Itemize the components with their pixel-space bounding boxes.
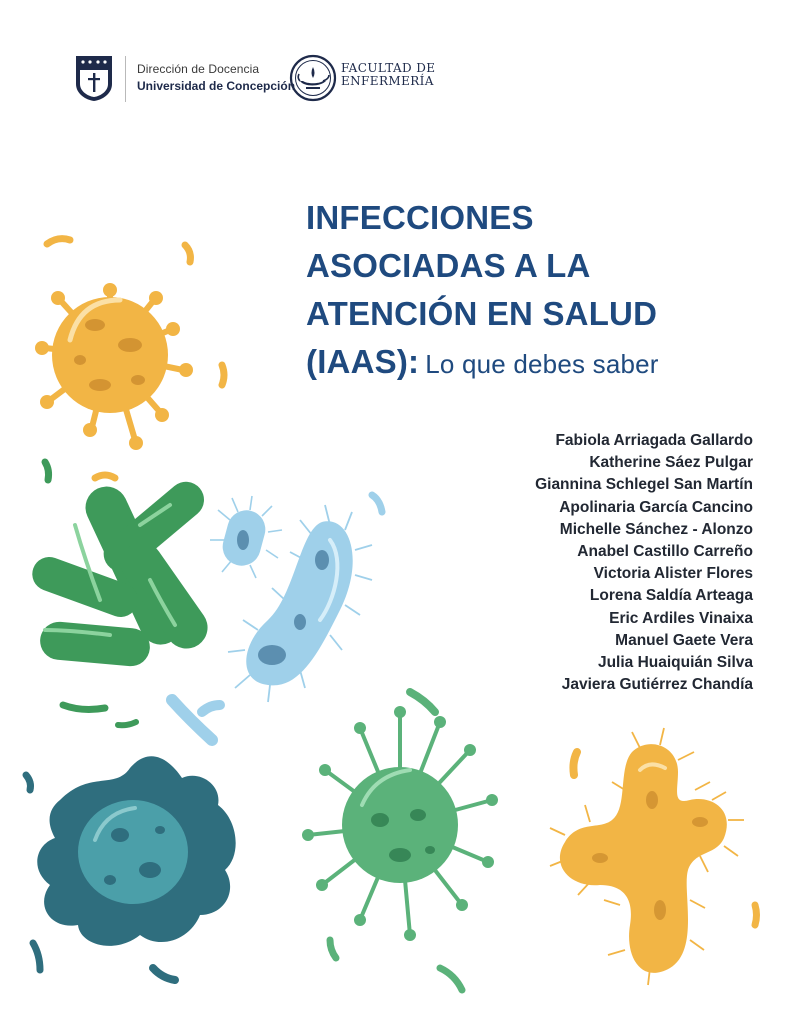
title-line4-row — [306, 343, 659, 381]
title-line3: ATENCIÓN EN SALUD — [306, 295, 658, 332]
author-name: Julia Huaiquián Silva — [597, 654, 753, 672]
author-list — [535, 430, 753, 696]
title-line1: INFECCIONES — [306, 199, 534, 236]
green-virus-icon — [302, 706, 498, 941]
faculty-line1: FACULTAD DE — [341, 61, 436, 75]
author-name: Manuel Gaete Vera — [615, 631, 753, 649]
title-line2: ASOCIADAS A LA — [306, 247, 591, 284]
faculty-line2: ENFERMERÍA — [341, 74, 434, 88]
university-shield-icon — [74, 54, 114, 102]
author-name: Javiera Gutiérrez Chandía — [561, 676, 753, 694]
author-name: Giannina Schlegel San Martín — [535, 476, 753, 494]
title-line4: (IAAS): — [306, 343, 420, 380]
author-name: Lorena Saldía Arteaga — [589, 587, 753, 605]
small-blue-bacillus-icon — [210, 496, 282, 578]
institution-line2: Universidad de Concepción — [137, 79, 296, 93]
nursing-lamp-icon — [289, 54, 337, 102]
author-name: Apolinaria García Cancino — [559, 498, 753, 516]
header-divider — [125, 56, 126, 102]
orange-virus-icon — [35, 283, 193, 450]
institution-line1: Dirección de Docencia — [137, 62, 260, 76]
teal-amoeba-icon — [37, 756, 235, 946]
author-name: Katherine Sáez Pulgar — [589, 454, 753, 472]
author-name: Fabiola Arriagada Gallardo — [555, 432, 753, 449]
green-bacteria-icon — [28, 474, 216, 667]
author-name: Anabel Castillo Carreño — [577, 543, 753, 561]
yellow-fungus-icon — [550, 728, 744, 985]
author-name: Eric Ardiles Vinaixa — [609, 609, 753, 627]
author-name: Victoria Alister Flores — [593, 565, 753, 583]
author-name: Michelle Sánchez - Alonzo — [559, 520, 753, 538]
subtitle: Lo que debes saber — [425, 349, 659, 379]
